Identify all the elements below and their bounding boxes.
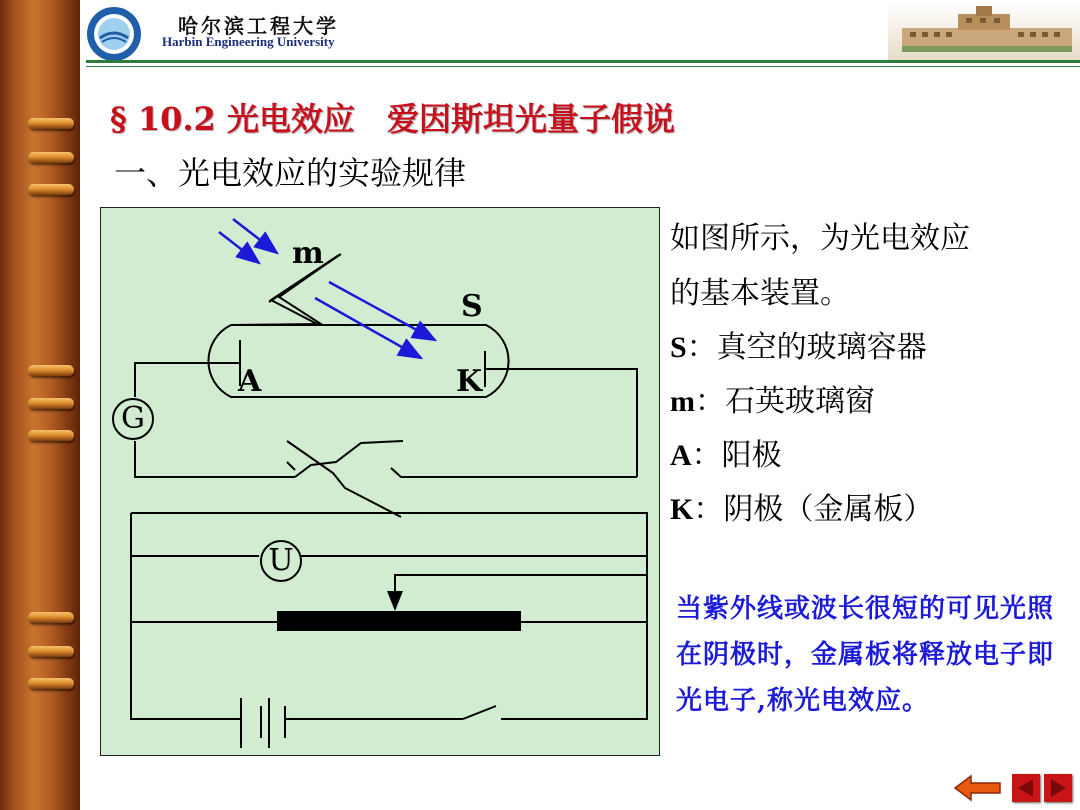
battery-circuit — [131, 622, 647, 719]
voltmeter-branch — [131, 513, 647, 556]
university-name-cn: 哈尔滨工程大学 — [178, 14, 339, 38]
slide-subtitle: 一、光电效应的实验规律 — [114, 154, 467, 192]
photoelectric-apparatus-diagram — [100, 207, 660, 756]
description-line: 的基本装置。 — [670, 276, 850, 311]
university-logo — [86, 6, 142, 62]
legend-item-m — [670, 384, 875, 419]
rheostat-slider — [395, 575, 647, 609]
legend-key: K — [670, 493, 694, 526]
photoelectric-effect-note: 当紫外线或波长很短的可见光照在阴极时，金属板将释放电子即光电子,称光电效应。 — [676, 594, 1055, 716]
header-rule-thin — [86, 66, 1080, 67]
legend-text: ：阳极 — [691, 438, 782, 473]
binder-strip — [0, 0, 80, 810]
legend-item-a — [670, 438, 782, 473]
legend-key: A — [670, 439, 692, 472]
legend-item-s — [670, 330, 927, 365]
prev-slide-icon[interactable] — [1012, 774, 1040, 802]
legend-text: ：石英玻璃窗 — [695, 384, 875, 419]
legend-text: ：阴极（金属板） — [693, 492, 934, 527]
label-s: S — [461, 289, 483, 324]
binder-ring — [28, 398, 74, 409]
description-line: 如图所示，为光电效应 — [670, 221, 970, 256]
binder-ring — [28, 365, 74, 376]
legend-item-k — [670, 492, 934, 527]
slide-title: § 10.2 光电效应 爱因斯坦光量子假说 — [110, 100, 675, 138]
label-m: m — [292, 236, 324, 271]
circuit-drawing — [101, 208, 661, 757]
voltmeter-u: U — [260, 540, 302, 582]
galvanometer-lead — [135, 441, 295, 477]
label-k: K — [456, 364, 483, 399]
header-rule — [86, 60, 1080, 63]
rheostat-bar — [277, 611, 521, 631]
cathode-lead — [485, 369, 637, 477]
binder-ring — [28, 646, 74, 657]
binder-ring — [28, 184, 74, 195]
legend-key: m — [670, 385, 695, 418]
label-a: A — [238, 364, 262, 399]
supply-lead-top — [131, 513, 647, 538]
binder-ring — [28, 152, 74, 163]
battery-cell — [241, 698, 285, 748]
binder-ring — [28, 430, 74, 441]
binder-ring — [28, 678, 74, 689]
galvanometer-g: G — [112, 398, 154, 440]
reversing-switch-blade — [287, 441, 401, 517]
binder-ring — [28, 612, 74, 623]
light-rays — [219, 219, 435, 358]
reversing-switch — [287, 441, 403, 477]
binder-ring — [28, 118, 74, 129]
rheostat-lead — [131, 538, 647, 622]
next-slide-icon[interactable] — [1044, 774, 1072, 802]
university-name-en: Harbin Engineering University — [162, 34, 335, 49]
return-arrow-icon[interactable] — [953, 774, 1003, 802]
campus-building-image — [888, 2, 1080, 60]
legend-text: ：真空的玻璃容器 — [686, 330, 927, 365]
legend-key: S — [670, 331, 687, 364]
